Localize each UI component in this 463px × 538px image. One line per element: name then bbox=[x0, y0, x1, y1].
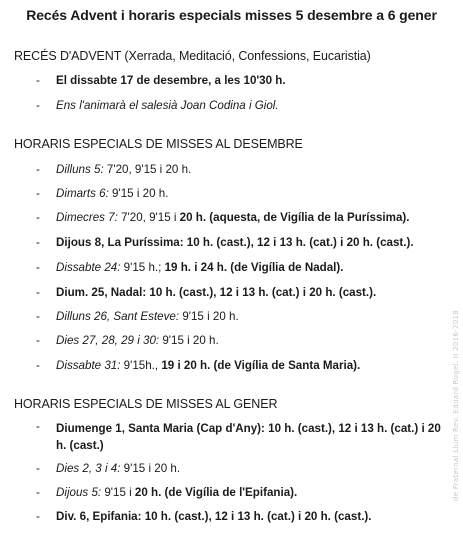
list-item: - El dissabte 17 de desembre, a les 10'30 h. bbox=[36, 74, 286, 87]
list-item: - Dies 2, 3 i 4: 9'15 i 20 h. bbox=[36, 462, 181, 475]
list-item: - Dimecres 7: 7'20, 9'15 i 20 h. (aquesta, de Vigília de la Puríssima). bbox=[36, 211, 410, 224]
list-item: - Dimarts 6: 9'15 i 20 h. bbox=[36, 187, 169, 200]
list-item: - Dilluns 5: 7'20, 9'15 i 20 h. bbox=[36, 163, 192, 176]
section-heading-december: HORARIS ESPECIALS DE MISSES AL DESEMBRE bbox=[14, 137, 303, 151]
list-item: - Dies 27, 28, 29 i 30: 9'15 i 20 h. bbox=[36, 334, 219, 347]
list-item: - Dium. 25, Nadal: 10 h. (cast.), 12 i 13 h. (cat.) i 20 h. (cast.). bbox=[36, 286, 377, 299]
section-heading-recess: RECÉS D'ADVENT (Xerrada, Meditació, Confessions, Eucaristia) bbox=[14, 49, 371, 63]
list-item: - Dilluns 26, Sant Esteve: 9'15 i 20 h. bbox=[36, 310, 239, 323]
list-item: - Ens l'animarà el salesià Joan Codina i Giol. bbox=[36, 99, 279, 112]
section-heading-january: HORARIS ESPECIALS DE MISSES AL GENER bbox=[14, 397, 278, 411]
list-dash: - bbox=[36, 74, 40, 87]
watermark: de Fraternal Llum Rev. Eduard Rugel. II 2016-2018 bbox=[452, 310, 460, 501]
list-item: - Dijous 8, La Puríssima: 10 h. (cast.), 12 i 13 h. (cat.) i 20 h. (cast.). bbox=[36, 236, 414, 249]
list-item: - Div. 6, Epifania: 10 h. (cast.), 12 i 13 h. (cat.) i 20 h. (cast.). bbox=[36, 510, 372, 523]
list-item: - Dissabte 24: 9'15 h.; 19 h. i 24 h. (de Vigília de Nadal). bbox=[36, 261, 344, 274]
list-item: - Diumenge 1, Santa Maria (Cap d'Any): 10 h. (cast.), 12 i 13 h. (cat.) i 20 h. (cast.) bbox=[36, 420, 441, 452]
list-item: - Dijous 5: 9'15 i 20 h. (de Vigília de l'Epifania). bbox=[36, 486, 298, 499]
list-item: - Dissabte 31: 9'15h., 19 i 20 h. (de Vigília de Santa Maria). bbox=[36, 359, 361, 372]
list-dash: - bbox=[36, 99, 40, 112]
document-title: Recés Advent i horaris especials misses 5 desembre a 6 gener bbox=[26, 7, 437, 23]
